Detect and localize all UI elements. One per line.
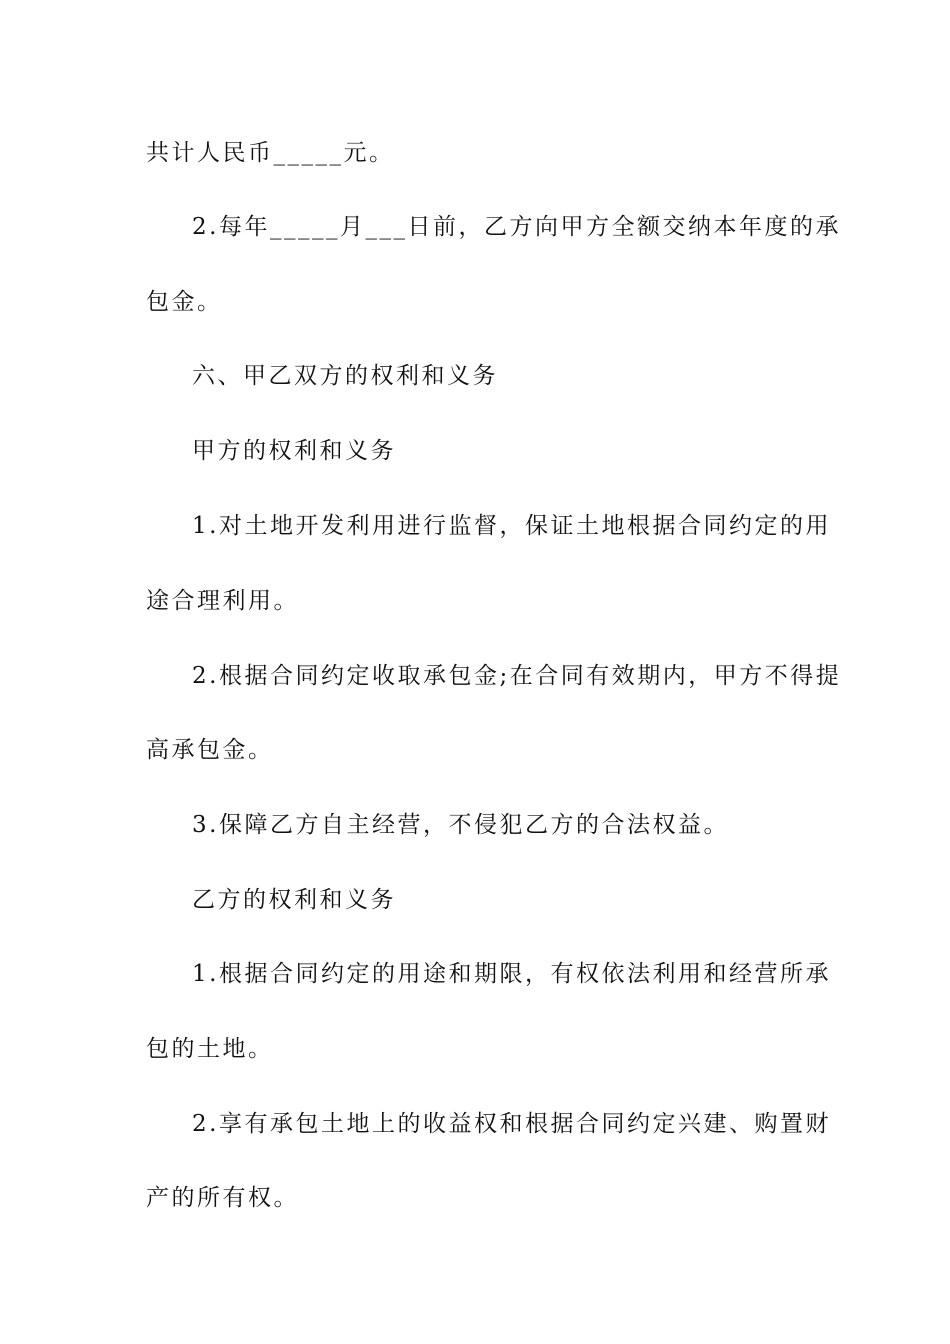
text-line: 包金。 [146, 289, 223, 315]
section-heading: 六、甲乙双方的权利和义务 [192, 363, 498, 389]
text-line: 途合理利用。 [146, 588, 299, 614]
text-line: 包的土地。 [146, 1036, 274, 1062]
text-line: 2.享有承包土地上的收益权和根据合同约定兴建、购置财 [192, 1111, 831, 1137]
text-line: 2.根据合同约定收取承包金;在合同有效期内，甲方不得提 [192, 663, 842, 689]
text-line: 共计人民币_____元。 [146, 140, 395, 166]
subsection-heading: 乙方的权利和义务 [192, 887, 396, 913]
text-line: 1.根据合同约定的用途和期限，有权依法利用和经营所承 [192, 961, 831, 987]
subsection-heading: 甲方的权利和义务 [192, 438, 396, 464]
text-line: 2.每年_____月___日前，乙方向甲方全额交纳本年度的承 [192, 214, 841, 240]
text-line: 3.保障乙方自主经营，不侵犯乙方的合法权益。 [192, 812, 729, 838]
text-line: 产的所有权。 [146, 1185, 299, 1211]
text-line: 高承包金。 [146, 737, 274, 763]
text-line: 1.对土地开发利用进行监督，保证土地根据合同约定的用 [192, 513, 831, 539]
